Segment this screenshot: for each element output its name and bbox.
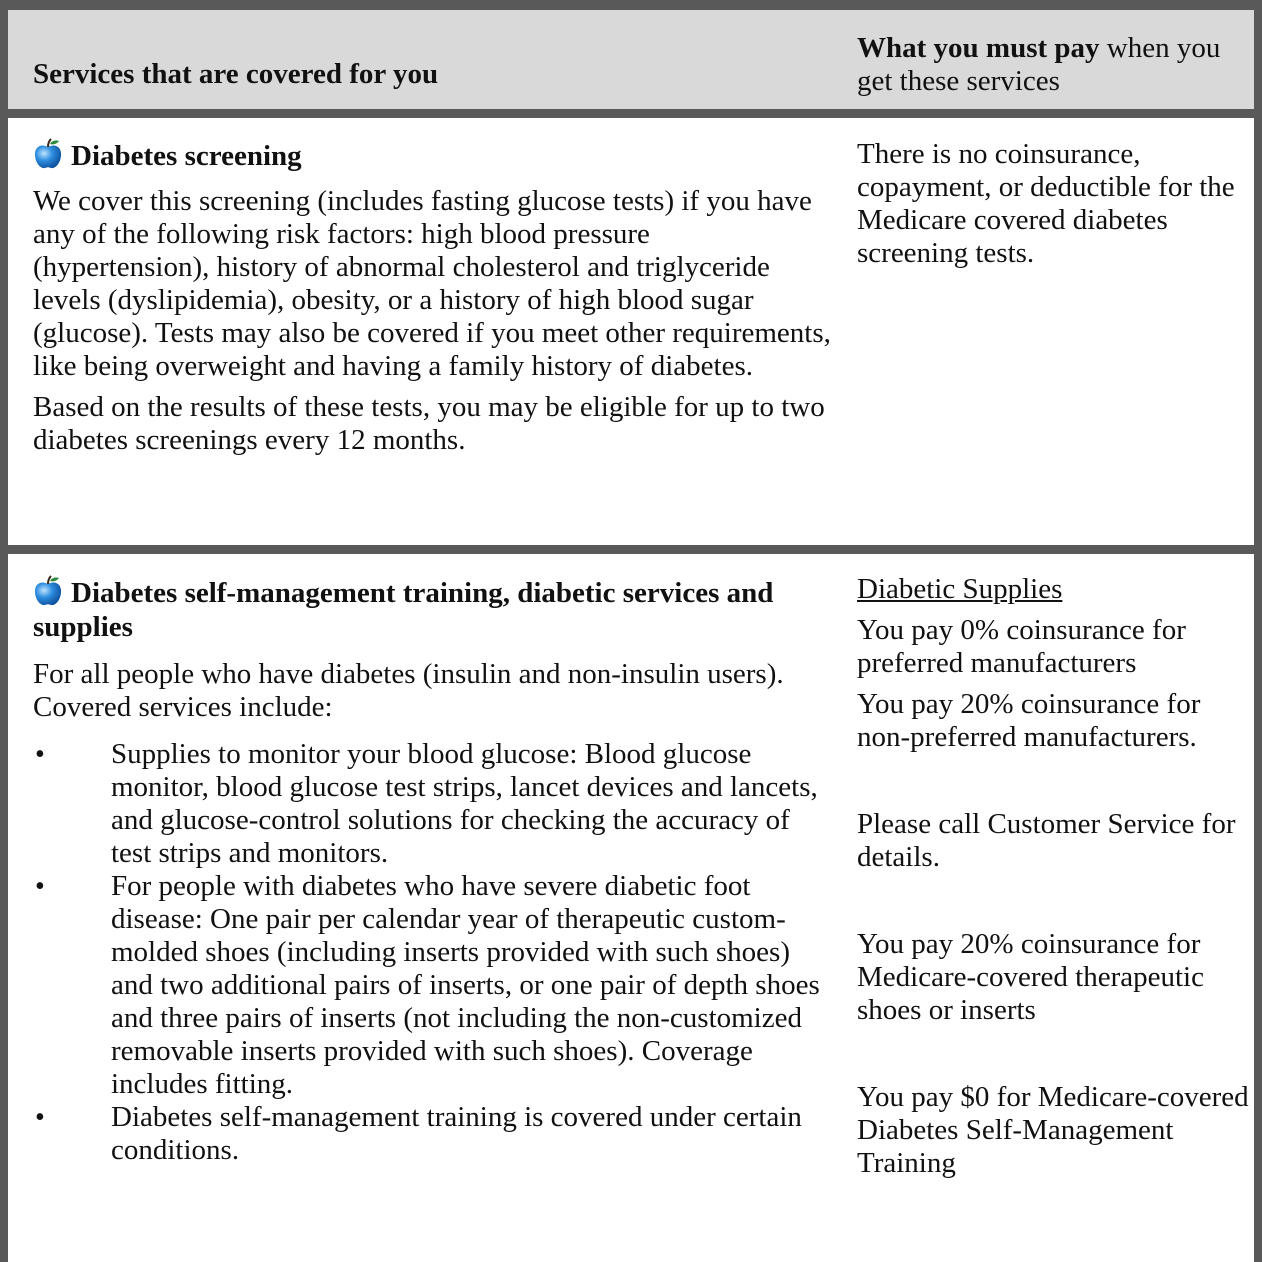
row-diabetes-screening (33, 138, 833, 465)
table-border-top (0, 0, 1262, 10)
payment-item: Please call Customer Service for details. (857, 808, 1236, 873)
list-item: • Diabetes self-management training is covered under certain conditions. (33, 1101, 833, 1167)
row-paragraph: We cover this screening (includes fasting glucose tests) if you have any of the following risk factors: high blood pressure (hypertension), history of abnormal cholesterol and triglyceride levels (dyslipidemia), obesity, or a history of high blood sugar (glucose). Tests may also be covered if you meet other requirements, like being overweight and having a family history of diabetes. (33, 185, 831, 382)
header-payment-rest: when you get these services (857, 32, 1221, 97)
row-title-text: Diabetes screening (71, 140, 302, 172)
row-diabetes-self-management (33, 575, 833, 1167)
row-payment: There is no coinsurance, copayment, or deductible for the Medicare covered diabetes screening tests. (857, 138, 1235, 269)
apple-icon (33, 575, 63, 607)
row-divider (0, 545, 1262, 554)
table-border-left (0, 0, 8, 1262)
row-title (33, 575, 833, 644)
list-item: • For people with diabetes who have severe diabetic foot disease: One pair per calendar year of therapeutic custom-molded shoes (including inserts provided with such shoes) and two additional pairs of inserts, or one pair of depth shoes and three pairs of inserts (not including the non-customized removable inserts provided with such shoes). Coverage includes fitting. (33, 870, 833, 1101)
header-divider (0, 109, 1262, 118)
list-item: • Supplies to monitor your blood glucose: Blood glucose monitor, blood glucose test strips, lancet devices and lancets, and glucose-control solutions for checking the accuracy of test strips and monitors. (33, 738, 833, 870)
header-payment-bold: What you must pay (857, 32, 1100, 64)
row-title (33, 138, 833, 173)
row-payment-details (857, 573, 1252, 1188)
payment-subheading: Diabetic Supplies (857, 573, 1063, 605)
payment-item: You pay 0% coinsurance for preferred manufacturers (857, 614, 1186, 679)
row-title-text: Diabetes self-management training, diabetic services and supplies (33, 577, 774, 643)
row-paragraph: Based on the results of these tests, you may be eligible for up to two diabetes screenings every 12 months. (33, 391, 825, 456)
row-intro: For all people who have diabetes (insulin and non-insulin users). Covered services include: (33, 658, 784, 723)
payment-item: You pay 20% coinsurance for Medicare-covered therapeutic shoes or inserts (857, 928, 1204, 1026)
header-payment-label (857, 32, 1247, 98)
payment-item: You pay $0 for Medicare-covered Diabetes Self-Management Training (857, 1081, 1249, 1179)
covered-services-list (33, 738, 833, 1167)
table-border-right (1254, 0, 1262, 1262)
header-services-label: Services that are covered for you (33, 58, 439, 90)
apple-icon (33, 138, 63, 170)
payment-item: You pay 20% coinsurance for non-preferred manufacturers. (857, 688, 1201, 753)
